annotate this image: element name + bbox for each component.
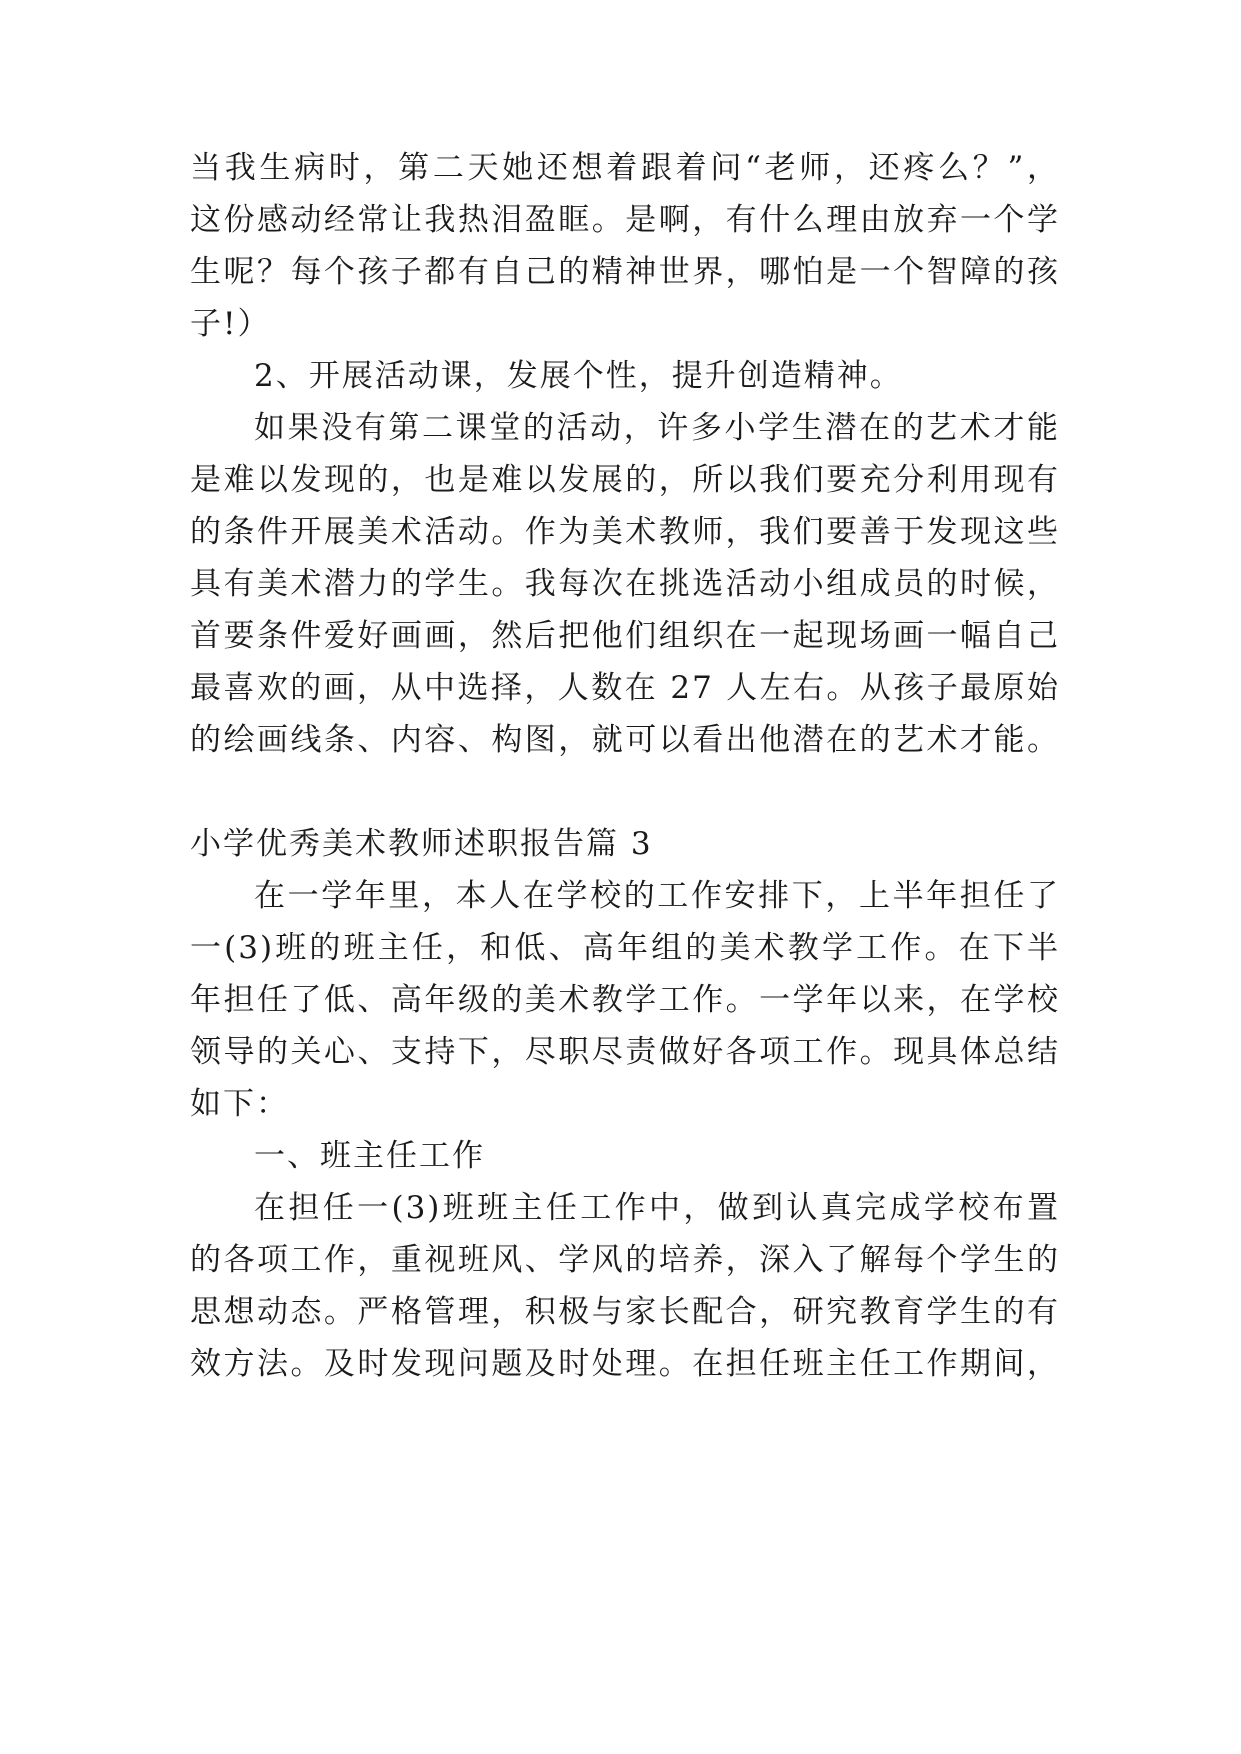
paragraph-line: 具有美术潜力的学生。我每次在挑选活动小组成员的时候， (190, 566, 1060, 602)
paragraph-line: 年担任了低、高年级的美术教学工作。一学年以来，在学校 (190, 982, 1060, 1018)
section-heading: 2、开展活动课，发展个性，提升创造精神。 (254, 358, 903, 394)
paragraph-line: 这份感动经常让我热泪盈眶。是啊，有什么理由放弃一个学 (190, 202, 1060, 238)
paragraph-line: 在一学年里，本人在学校的工作安排下，上半年担任了 (254, 878, 1060, 914)
paragraph-line: 的条件开展美术活动。作为美术教师，我们要善于发现这些 (190, 514, 1060, 550)
paragraph-line: 思想动态。严格管理，积极与家长配合，研究教育学生的有 (190, 1294, 1060, 1330)
paragraph-line: 首要条件爱好画画，然后把他们组织在一起现场画一幅自己 (190, 618, 1060, 654)
paragraph-line: 一(3)班的班主任，和低、高年组的美术教学工作。在下半 (190, 930, 1060, 966)
paragraph-line: 如果没有第二课堂的活动，许多小学生潜在的艺术才能 (254, 410, 1060, 446)
section-title: 小学优秀美术教师述职报告篇 3 (190, 826, 653, 862)
paragraph-line: 子!） (190, 306, 271, 342)
paragraph-line: 最喜欢的画，从中选择，人数在 27 人左右。从孩子最原始 (190, 670, 1060, 706)
section-heading: 一、班主任工作 (254, 1138, 485, 1174)
paragraph-line: 如下： (190, 1086, 289, 1122)
paragraph-line: 当我生病时，第二天她还想着跟着问“老师，还疼么？”， (190, 150, 1060, 186)
paragraph-line: 是难以发现的，也是难以发展的，所以我们要充分利用现有 (190, 462, 1060, 498)
paragraph-line: 效方法。及时发现问题及时处理。在担任班主任工作期间， (190, 1346, 1060, 1382)
paragraph-line: 的绘画线条、内容、构图，就可以看出他潜在的艺术才能。 (190, 722, 1060, 758)
paragraph-line: 生呢？每个孩子都有自己的精神世界，哪怕是一个智障的孩 (190, 254, 1060, 290)
paragraph-line: 领导的关心、支持下，尽职尽责做好各项工作。现具体总结 (190, 1034, 1060, 1070)
paragraph-line: 在担任一(3)班班主任工作中，做到认真完成学校布置 (254, 1190, 1060, 1226)
paragraph-line: 的各项工作，重视班风、学风的培养，深入了解每个学生的 (190, 1242, 1060, 1278)
